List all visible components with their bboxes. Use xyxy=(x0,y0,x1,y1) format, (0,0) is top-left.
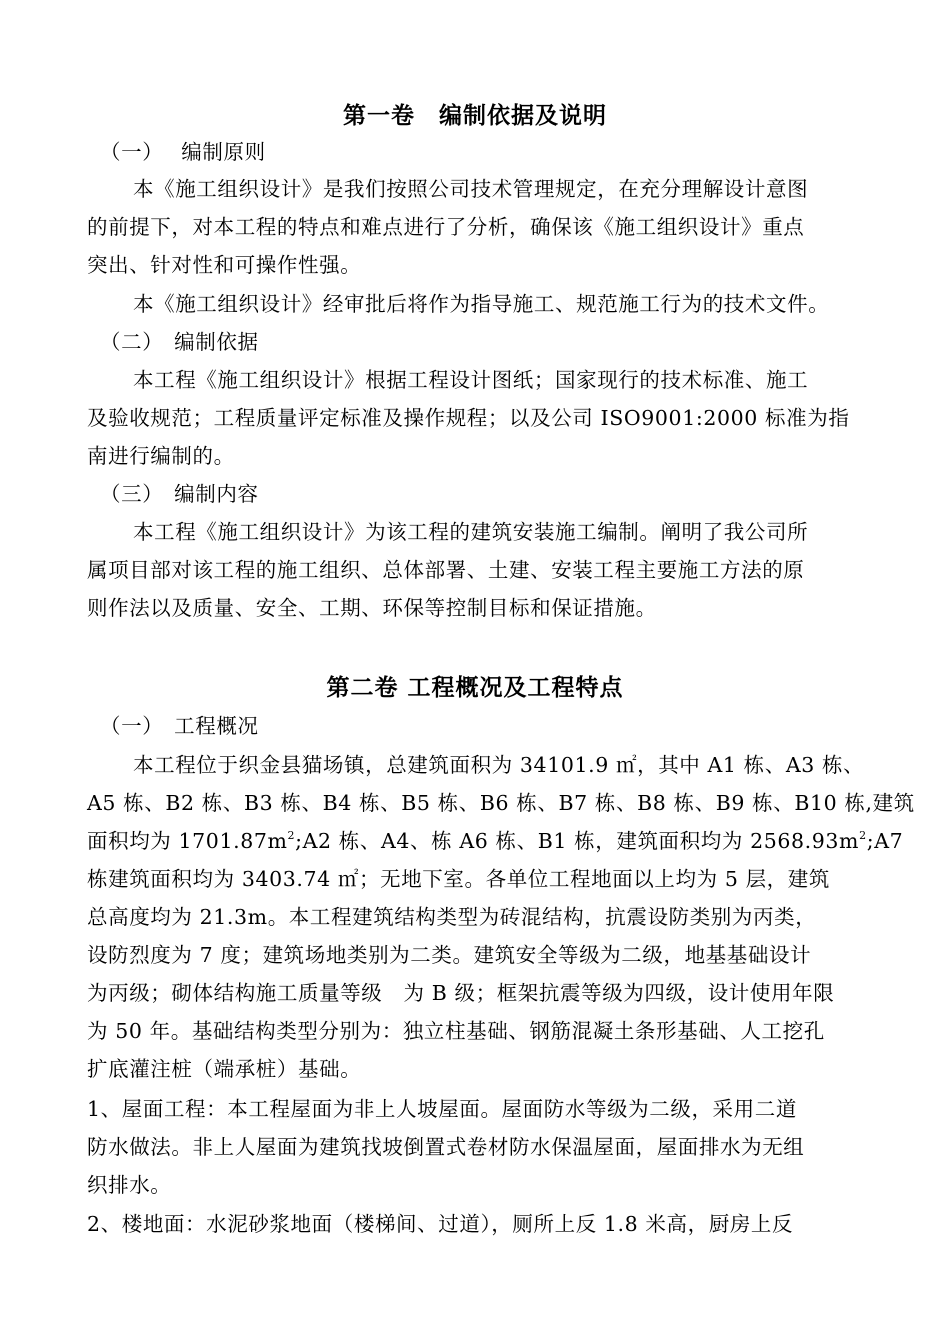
paragraph-line: 扩底灌注桩（端承桩）基础。 xyxy=(87,1057,362,1081)
paragraph-line: 本《施工组织设计》是我们按照公司技术管理规定，在充分理解设计意图 xyxy=(133,177,809,201)
section-heading: （三） 编制内容 xyxy=(100,482,259,506)
paragraph-line: 及验收规范；工程质量评定标准及操作规程；以及公司 ISO9001:2000 标准为指 xyxy=(87,406,850,430)
list-item-line: 织排水。 xyxy=(87,1173,172,1197)
paragraph-line: A5 栋、B2 栋、B3 栋、B4 栋、B5 栋、B6 栋、B7 栋、B8 栋、B9 栋、B10 栋,建筑 xyxy=(87,791,915,815)
volume2-title: 第二卷 工程概况及工程特点 xyxy=(326,675,624,701)
list-item-line: 1、屋面工程：本工程屋面为非上人坡屋面。屋面防水等级为二级，采用二道 xyxy=(87,1097,797,1121)
paragraph-line: 栋建筑面积均为 3403.74 ㎡；无地下室。各单位工程地面以上均为 5 层，建筑 xyxy=(87,867,830,891)
paragraph-line: 总高度均为 21.3m。本工程建筑结构类型为砖混结构，抗震设防类别为丙类， xyxy=(87,905,817,929)
paragraph-line: 本工程《施工组织设计》根据工程设计图纸；国家现行的技术标准、施工 xyxy=(133,368,809,392)
paragraph-line: 突出、针对性和可操作性强。 xyxy=(87,253,362,277)
paragraph-line: 的前提下，对本工程的特点和难点进行了分析，确保该《施工组织设计》重点 xyxy=(87,215,805,239)
volume1-title: 第一卷 编制依据及说明 xyxy=(343,103,607,129)
section-heading: （二） 编制依据 xyxy=(100,330,259,354)
paragraph-line: 属项目部对该工程的施工组织、总体部署、土建、安装工程主要施工方法的原 xyxy=(87,558,805,582)
list-item-line: 防水做法。非上人屋面为建筑找坡倒置式卷材防水保温屋面，屋面排水为无组 xyxy=(87,1135,805,1159)
superscript: 2 xyxy=(287,829,296,842)
paragraph-line: 本工程《施工组织设计》为该工程的建筑安装施工编制。阐明了我公司所 xyxy=(133,520,809,544)
paragraph-line: 本《施工组织设计》经审批后将作为指导施工、规范施工行为的技术文件。 xyxy=(133,292,830,316)
paragraph-line: 则作法以及质量、安全、工期、环保等控制目标和保证措施。 xyxy=(87,596,657,620)
paragraph-line: 本工程位于织金县猫场镇，总建筑面积为 34101.9 ㎡，其中 A1 栋、A3 栋、 xyxy=(133,753,865,777)
list-item-line: 2、楼地面：水泥砂浆地面（楼梯间、过道），厕所上反 1.8 米高，厨房上反 xyxy=(87,1212,794,1236)
paragraph-line: 设防烈度为 7 度；建筑场地类别为二类。建筑安全等级为二级，地基基础设计 xyxy=(87,943,812,967)
section-heading: （一） 工程概况 xyxy=(100,714,259,738)
paragraph-line: 南进行编制的。 xyxy=(87,444,235,468)
paragraph-line: 为 50 年。基础结构类型分别为：独立柱基础、钢筋混凝土条形基础、人工挖孔 xyxy=(87,1019,825,1043)
paragraph-line: 为丙级；砌体结构施工质量等级 为 B 级；框架抗震等级为四级，设计使用年限 xyxy=(87,981,835,1005)
paragraph-line: 面积均为 $1701.87m^2;A2$ 栋、A4、栋 A6 栋、B1 栋，建筑面积均为 $2568.93m^2;A7$ xyxy=(87,829,904,853)
section-heading: （一） 编制原则 xyxy=(100,140,266,164)
superscript: 2 xyxy=(859,829,867,842)
